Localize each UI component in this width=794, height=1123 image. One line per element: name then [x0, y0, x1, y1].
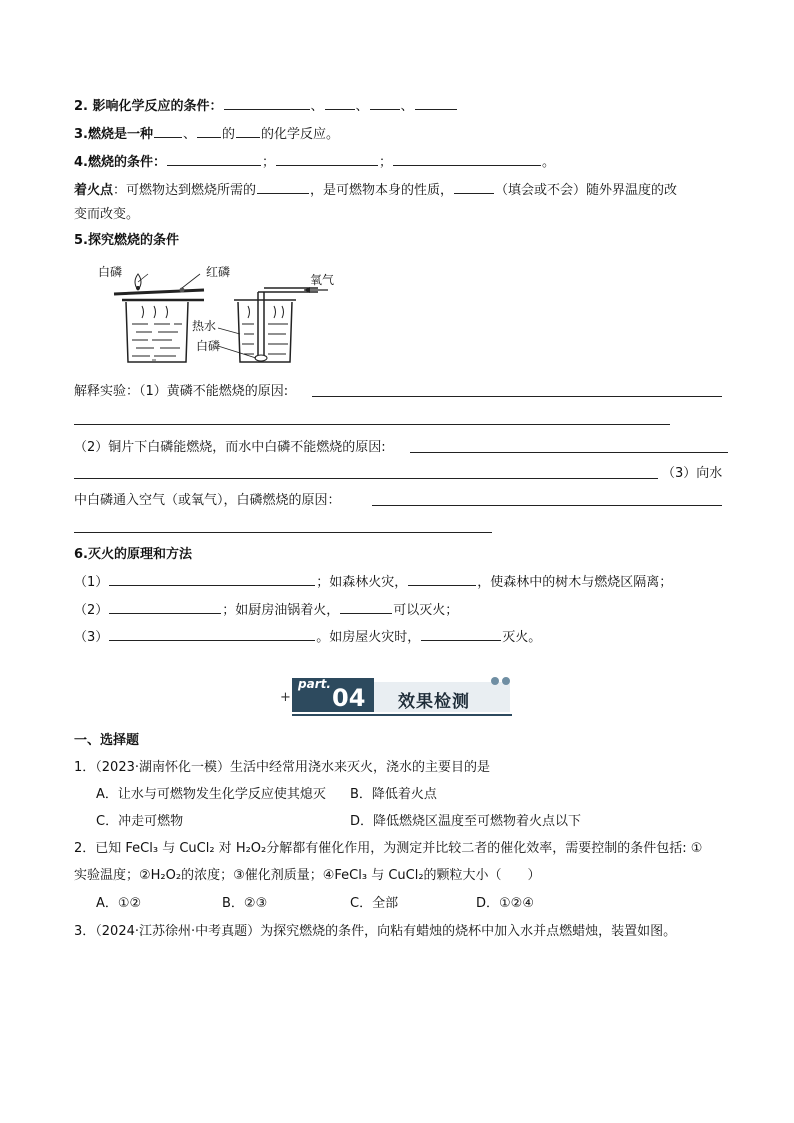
blank[interactable] — [276, 152, 378, 166]
explain-3b — [74, 491, 341, 511]
blank[interactable] — [408, 572, 476, 586]
answer-line[interactable] — [74, 532, 492, 533]
answer-line[interactable] — [74, 478, 658, 479]
question-3 — [74, 124, 339, 145]
blank[interactable] — [415, 96, 457, 110]
q6-item-2 — [74, 600, 458, 621]
blank[interactable] — [224, 96, 310, 110]
explain-intro: 解释实验：（1）黄磷不能燃烧的原因: — [74, 384, 289, 399]
separator: 、 — [400, 99, 414, 114]
q2-text: 2. 影响化学反应的条件： — [74, 99, 223, 114]
explain-2 — [74, 438, 386, 458]
ignition-text-a: ：可燃物达到燃烧所需的 — [113, 183, 257, 198]
blank[interactable] — [167, 152, 261, 166]
q3-text-c: 的化学反应。 — [261, 127, 340, 142]
blank[interactable] — [236, 124, 260, 138]
plus-icon: + — [280, 690, 291, 705]
answer-line[interactable] — [312, 396, 722, 397]
item-number: （1） — [74, 575, 109, 590]
explain-3: （3）向水 — [662, 466, 723, 481]
section-banner — [280, 677, 512, 716]
mc1-stem: 1．（2023·湖南怀化一模）生活中经常用浇水来灭火，浇水的主要目的是 — [74, 760, 490, 775]
answer-line[interactable] — [372, 505, 722, 506]
combustion-experiment-diagram — [92, 262, 352, 370]
blank[interactable] — [109, 572, 315, 586]
question-5-title: 5.探究燃烧的条件 — [74, 233, 179, 248]
item-text: 灭火。 — [502, 630, 542, 645]
blank[interactable] — [197, 124, 221, 138]
question-6-title: 6.灭火的原理和方法 — [74, 547, 192, 562]
left-beaker — [114, 290, 204, 362]
mc1-option-b[interactable]: B．降低着火点 — [350, 787, 437, 802]
mc2-option-d[interactable]: D．①②④ — [476, 896, 534, 911]
label-hot-water: 热水 — [192, 319, 217, 333]
q6-item-1 — [74, 572, 672, 593]
item-text: ，使森林中的树木与燃烧区隔离； — [477, 575, 673, 590]
banner-number: 04 — [332, 684, 366, 712]
q3-text: 3.燃烧是一种 — [74, 127, 153, 142]
right-beaker — [234, 288, 318, 362]
mc2-option-a[interactable]: A．①② — [96, 896, 142, 911]
ignition-text-c: （填会或不会）随外界温度的改 — [495, 183, 678, 198]
ignition-point — [74, 180, 677, 201]
decorative-dots-icon — [490, 675, 512, 687]
item-text: ；如厨房油锅着火， — [222, 603, 340, 618]
q6-item-3 — [74, 627, 541, 648]
mc2-stem-line-1: 2．已知 FeCl₃ 与 CuCl₂ 对 H₂O₂分解都有催化作用，为测定并比较二者的催化效率，需要控制的条件包括: ① — [74, 841, 703, 856]
banner-title: 效果检测 — [398, 692, 470, 712]
question-2 — [74, 96, 458, 117]
q4-text: 4.燃烧的条件： — [74, 155, 166, 170]
mc2-stem-line-2: 实验温度；②H₂O₂的浓度；③催化剂质量；④FeCl₃ 与 CuCl₂的颗粒大小（ ） — [74, 868, 541, 883]
mc1-option-c[interactable]: C．冲走可燃物 — [96, 814, 184, 829]
blank[interactable] — [257, 180, 309, 194]
explain-part-2: （2）铜片下白磷能燃烧，而水中白磷不能燃烧的原因: — [74, 440, 386, 455]
explain-1 — [74, 382, 288, 402]
blank[interactable] — [109, 600, 221, 614]
blank[interactable] — [340, 600, 392, 614]
item-text: 可以灭火； — [393, 603, 459, 618]
blank[interactable] — [109, 627, 315, 641]
label-white-phosphorus: 白磷 — [98, 265, 123, 279]
blank[interactable] — [370, 96, 400, 110]
separator: 、 — [182, 127, 196, 142]
ignition-text-b: ，是可燃物本身的性质， — [310, 183, 454, 198]
explain-part-3b: 中白磷通入空气（或氧气），白磷燃烧的原因： — [74, 493, 341, 508]
ignition-label: 着火点 — [74, 183, 114, 198]
answer-line[interactable] — [74, 424, 670, 425]
q3-text-b: 的 — [222, 127, 236, 142]
red-phosphorus-icon — [180, 288, 185, 293]
label-red-phosphorus: 红磷 — [206, 265, 231, 279]
question-4 — [74, 152, 555, 173]
separator: ； — [261, 155, 275, 170]
label-oxygen: 氧气 — [310, 273, 335, 287]
blank[interactable] — [154, 124, 182, 138]
separator: 、 — [310, 99, 324, 114]
blank[interactable] — [393, 152, 541, 166]
item-text: 。如房屋火灾时， — [316, 630, 421, 645]
mc2-option-c[interactable]: C．全部 — [350, 896, 399, 911]
item-text: ；如森林火灾， — [316, 575, 408, 590]
end-mark: 。 — [542, 155, 556, 170]
blank[interactable] — [325, 96, 355, 110]
separator: 、 — [355, 99, 369, 114]
banner-underline — [292, 714, 512, 716]
item-number: （2） — [74, 603, 109, 618]
section-title: 一、选择题 — [74, 733, 140, 748]
label-white-phosphorus-2: 白磷 — [196, 339, 221, 353]
item-number: （3） — [74, 630, 109, 645]
ignition-line-2 — [74, 205, 139, 225]
ignition-text-d: 变而改变。 — [74, 207, 140, 222]
mc1-option-d[interactable]: D．降低燃烧区温度至可燃物着火点以下 — [350, 814, 582, 829]
mc2-option-b[interactable]: B．②③ — [222, 896, 268, 911]
mc3-stem: 3．（2024·江苏徐州·中考真题）为探究燃烧的条件，向粘有蜡烛的烧杯中加入水并点燃蜡烛，装置如图。 — [74, 924, 677, 939]
banner-part: part. — [298, 677, 331, 691]
blank[interactable] — [454, 180, 494, 194]
separator: ； — [379, 155, 393, 170]
mc1-option-a[interactable]: A．让水与可燃物发生化学反应使其熄灭 — [96, 787, 326, 802]
blank[interactable] — [421, 627, 501, 641]
white-phosphorus-icon — [255, 355, 267, 361]
answer-line[interactable] — [410, 452, 728, 453]
